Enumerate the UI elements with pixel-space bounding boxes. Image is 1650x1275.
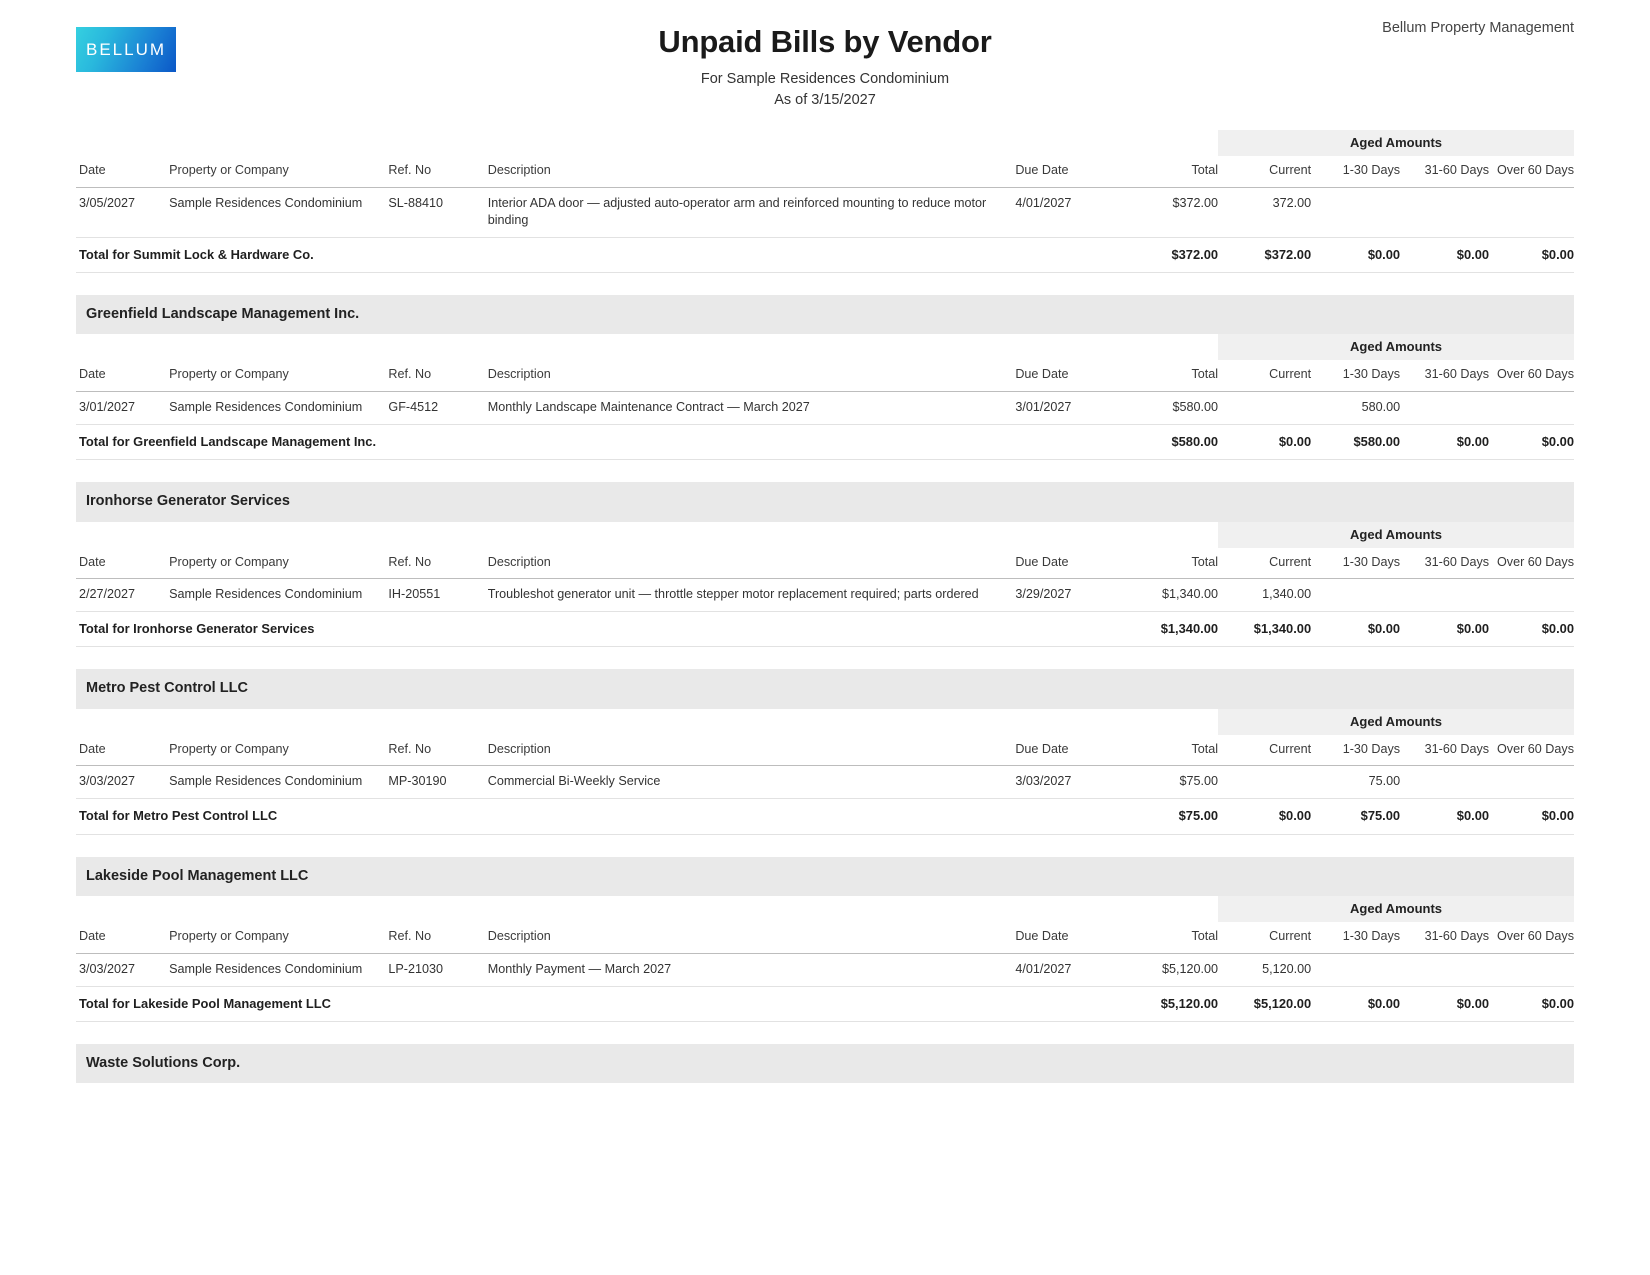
column-header-row	[76, 735, 1574, 766]
cell-description: Troubleshot generator unit — throttle stepper motor replacement required; parts ordered	[488, 579, 1016, 612]
col-header-1-30-days: 1-30 Days	[1342, 741, 1401, 756]
section-spacer	[76, 647, 1574, 670]
col-header-description: Description	[487, 741, 551, 756]
vendor-total-over-60-days: $0.00	[1489, 424, 1574, 459]
cell-1-30-days: 580.00	[1311, 391, 1400, 424]
col-header-1-30-days: 1-30 Days	[1342, 163, 1401, 177]
vendor-total-label: Total for Ironhorse Generator Services	[76, 612, 1119, 647]
cell-over-60-days	[1489, 766, 1574, 799]
cell-current	[1218, 766, 1311, 799]
cell-date: 2/27/2027	[76, 579, 169, 612]
col-header-current: Current	[1269, 367, 1312, 382]
cell-total: $580.00	[1119, 391, 1218, 424]
cell-total: $1,340.00	[1119, 579, 1218, 612]
title-block	[76, 22, 1574, 112]
aged-amounts-label: Aged Amounts	[1218, 896, 1574, 922]
col-header-over-60-days: Over 60 Days	[1497, 367, 1574, 382]
cell-over-60-days	[1489, 391, 1574, 424]
cell-date: 3/01/2027	[76, 391, 169, 424]
cell-date: 3/03/2027	[76, 953, 169, 986]
bellum-logo	[76, 27, 176, 72]
col-header-current: Current	[1269, 929, 1312, 943]
vendor-total-31-60-days: $0.00	[1400, 612, 1489, 647]
cell-ref-no: IH-20551	[388, 579, 487, 612]
vendor-name: Waste Solutions Corp.	[76, 1044, 1574, 1083]
vendor-total-row	[76, 986, 1574, 1021]
vendor-total-label: Total for Lakeside Pool Management LLC	[76, 986, 1119, 1021]
vendor-total-total: $5,120.00	[1119, 986, 1218, 1021]
col-header-ref-no: Ref. No	[388, 163, 432, 177]
aged-amounts-label: Aged Amounts	[1218, 130, 1574, 156]
vendor-group-header	[76, 295, 1574, 334]
company-name: Bellum Property Management	[1382, 20, 1574, 36]
cell-31-60-days	[1400, 953, 1489, 986]
page-title: Unpaid Bills by Vendor	[658, 24, 992, 59]
col-header-over-60-days: Over 60 Days	[1497, 163, 1574, 177]
cell-31-60-days	[1400, 579, 1489, 612]
report-as-of-date: As of 3/15/2027	[774, 92, 876, 109]
cell-description: Monthly Payment — March 2027	[488, 953, 1016, 986]
table-row	[76, 579, 1574, 612]
vendor-total-total: $75.00	[1119, 799, 1218, 834]
vendor-total-1-30-days: $0.00	[1311, 612, 1400, 647]
cell-current: 372.00	[1218, 187, 1311, 237]
cell-ref-no: SL-88410	[388, 187, 487, 237]
cell-over-60-days	[1489, 579, 1574, 612]
cell-over-60-days	[1489, 187, 1574, 237]
vendor-name: Lakeside Pool Management LLC	[76, 857, 1574, 896]
cell-due-date: 3/01/2027	[1015, 391, 1118, 424]
cell-due-date: 3/29/2027	[1015, 579, 1118, 612]
vendor-total-31-60-days: $0.00	[1400, 424, 1489, 459]
cell-date: 3/05/2027	[76, 187, 169, 237]
cell-description: Monthly Landscape Maintenance Contract — March 2027	[488, 391, 1016, 424]
vendor-total-current: $372.00	[1218, 237, 1311, 272]
section-spacer	[76, 1021, 1574, 1044]
aged-amounts-label: Aged Amounts	[1218, 522, 1574, 548]
col-header-due-date: Due Date	[1015, 163, 1069, 177]
vendor-name: Metro Pest Control LLC	[76, 669, 1574, 708]
vendor-name: Ironhorse Generator Services	[76, 482, 1574, 521]
table-row	[76, 391, 1574, 424]
col-header-current: Current	[1269, 741, 1312, 756]
cell-description: Commercial Bi-Weekly Service	[488, 766, 1016, 799]
cell-total: $5,120.00	[1119, 953, 1218, 986]
col-header-over-60-days: Over 60 Days	[1497, 554, 1574, 569]
vendor-total-current: $1,340.00	[1218, 612, 1311, 647]
cell-property: Sample Residences Condominium	[169, 953, 388, 986]
cell-due-date: 4/01/2027	[1015, 953, 1118, 986]
vendor-total-row	[76, 424, 1574, 459]
col-header-1-30-days: 1-30 Days	[1342, 554, 1401, 569]
col-header-31-60-days: 31-60 Days	[1424, 741, 1490, 756]
col-header-ref-no: Ref. No	[388, 929, 432, 943]
cell-description: Interior ADA door — adjusted auto-operator arm and reinforced mounting to reduce motor binding	[488, 187, 1016, 237]
cell-total: $75.00	[1119, 766, 1218, 799]
col-header-31-60-days: 31-60 Days	[1424, 163, 1490, 177]
col-header-ref-no: Ref. No	[388, 741, 432, 756]
section-spacer	[76, 272, 1574, 295]
unpaid-bills-table	[76, 130, 1574, 1083]
cell-31-60-days	[1400, 187, 1489, 237]
vendor-total-label: Total for Greenfield Landscape Management Inc.	[76, 424, 1119, 459]
col-header-ref-no: Ref. No	[388, 554, 432, 569]
cell-1-30-days: 75.00	[1311, 766, 1400, 799]
col-header-due-date: Due Date	[1015, 554, 1069, 569]
col-header-31-60-days: 31-60 Days	[1424, 367, 1490, 382]
vendor-total-row	[76, 612, 1574, 647]
vendor-total-current: $0.00	[1218, 424, 1311, 459]
col-header-property: Property or Company	[169, 929, 289, 943]
col-header-1-30-days: 1-30 Days	[1342, 929, 1401, 943]
col-header-date: Date	[79, 367, 106, 382]
cell-property: Sample Residences Condominium	[169, 579, 388, 612]
logo-text: BELLUM	[85, 39, 167, 59]
cell-date: 3/03/2027	[76, 766, 169, 799]
cell-ref-no: MP-30190	[388, 766, 487, 799]
aged-amounts-band	[76, 130, 1574, 156]
cell-1-30-days	[1311, 579, 1400, 612]
cell-current: 5,120.00	[1218, 953, 1311, 986]
col-header-total: Total	[1191, 554, 1219, 569]
report-header	[76, 0, 1574, 130]
vendor-total-over-60-days: $0.00	[1489, 237, 1574, 272]
cell-ref-no: LP-21030	[388, 953, 487, 986]
aged-amounts-band	[76, 896, 1574, 922]
vendor-total-label: Total for Summit Lock & Hardware Co.	[76, 237, 1119, 272]
col-header-total: Total	[1191, 163, 1219, 177]
vendor-total-31-60-days: $0.00	[1400, 799, 1489, 834]
table-row	[76, 187, 1574, 237]
column-header-row	[76, 360, 1574, 391]
col-header-due-date: Due Date	[1015, 367, 1069, 382]
col-header-total: Total	[1191, 367, 1219, 382]
col-header-current: Current	[1269, 554, 1312, 569]
vendor-total-over-60-days: $0.00	[1489, 612, 1574, 647]
cell-1-30-days	[1311, 187, 1400, 237]
col-header-property: Property or Company	[169, 163, 289, 177]
cell-due-date: 3/03/2027	[1015, 766, 1118, 799]
aged-amounts-label: Aged Amounts	[1218, 709, 1574, 735]
col-header-description: Description	[487, 367, 551, 382]
cell-ref-no: GF-4512	[388, 391, 487, 424]
col-header-property: Property or Company	[169, 554, 289, 569]
col-header-ref-no: Ref. No	[388, 367, 432, 382]
cell-1-30-days	[1311, 953, 1400, 986]
col-header-total: Total	[1191, 929, 1219, 943]
vendor-group-header	[76, 669, 1574, 708]
vendor-total-current: $5,120.00	[1218, 986, 1311, 1021]
cell-over-60-days	[1489, 953, 1574, 986]
vendor-total-label: Total for Metro Pest Control LLC	[76, 799, 1119, 834]
cell-31-60-days	[1400, 391, 1489, 424]
col-header-property: Property or Company	[169, 741, 289, 756]
vendor-total-total: $1,340.00	[1119, 612, 1218, 647]
aged-amounts-band	[76, 334, 1574, 360]
col-header-over-60-days: Over 60 Days	[1497, 741, 1574, 756]
col-header-property: Property or Company	[169, 367, 289, 382]
cell-property: Sample Residences Condominium	[169, 391, 388, 424]
vendor-total-31-60-days: $0.00	[1400, 237, 1489, 272]
aged-amounts-label: Aged Amounts	[1218, 334, 1574, 360]
col-header-date: Date	[79, 929, 106, 943]
vendor-group-header	[76, 1044, 1574, 1083]
col-header-1-30-days: 1-30 Days	[1342, 367, 1401, 382]
aged-amounts-band	[76, 522, 1574, 548]
cell-due-date: 4/01/2027	[1015, 187, 1118, 237]
cell-current	[1218, 391, 1311, 424]
col-header-description: Description	[487, 929, 551, 943]
col-header-due-date: Due Date	[1015, 741, 1069, 756]
col-header-31-60-days: 31-60 Days	[1424, 929, 1490, 943]
vendor-group-header	[76, 857, 1574, 896]
vendor-total-over-60-days: $0.00	[1489, 799, 1574, 834]
vendor-group-header	[76, 482, 1574, 521]
col-header-over-60-days: Over 60 Days	[1497, 929, 1574, 943]
section-spacer	[76, 834, 1574, 857]
report-subtitle	[76, 69, 1574, 113]
col-header-date: Date	[79, 741, 106, 756]
cell-31-60-days	[1400, 766, 1489, 799]
vendor-total-row	[76, 237, 1574, 272]
vendor-total-1-30-days: $75.00	[1311, 799, 1400, 834]
cell-current: 1,340.00	[1218, 579, 1311, 612]
cell-property: Sample Residences Condominium	[169, 187, 388, 237]
vendor-total-31-60-days: $0.00	[1400, 986, 1489, 1021]
col-header-due-date: Due Date	[1015, 929, 1069, 943]
col-header-description: Description	[487, 163, 551, 177]
vendor-total-1-30-days: $580.00	[1311, 424, 1400, 459]
col-header-description: Description	[487, 554, 551, 569]
col-header-31-60-days: 31-60 Days	[1424, 554, 1490, 569]
table-row	[76, 953, 1574, 986]
vendor-name: Greenfield Landscape Management Inc.	[76, 295, 1574, 334]
col-header-current: Current	[1269, 163, 1312, 177]
col-header-total: Total	[1191, 741, 1219, 756]
vendor-total-row	[76, 799, 1574, 834]
cell-total: $372.00	[1119, 187, 1218, 237]
cell-property: Sample Residences Condominium	[169, 766, 388, 799]
column-header-row	[76, 548, 1574, 579]
vendor-total-total: $580.00	[1119, 424, 1218, 459]
table-row	[76, 766, 1574, 799]
report-scope: For Sample Residences Condominium	[700, 70, 950, 87]
vendor-total-1-30-days: $0.00	[1311, 986, 1400, 1021]
column-header-row	[76, 156, 1574, 187]
column-header-row	[76, 922, 1574, 953]
col-header-date: Date	[79, 554, 106, 569]
col-header-date: Date	[79, 163, 106, 177]
vendor-total-total: $372.00	[1119, 237, 1218, 272]
aged-amounts-band	[76, 709, 1574, 735]
section-spacer	[76, 460, 1574, 483]
vendor-total-1-30-days: $0.00	[1311, 237, 1400, 272]
vendor-total-over-60-days: $0.00	[1489, 986, 1574, 1021]
vendor-total-current: $0.00	[1218, 799, 1311, 834]
